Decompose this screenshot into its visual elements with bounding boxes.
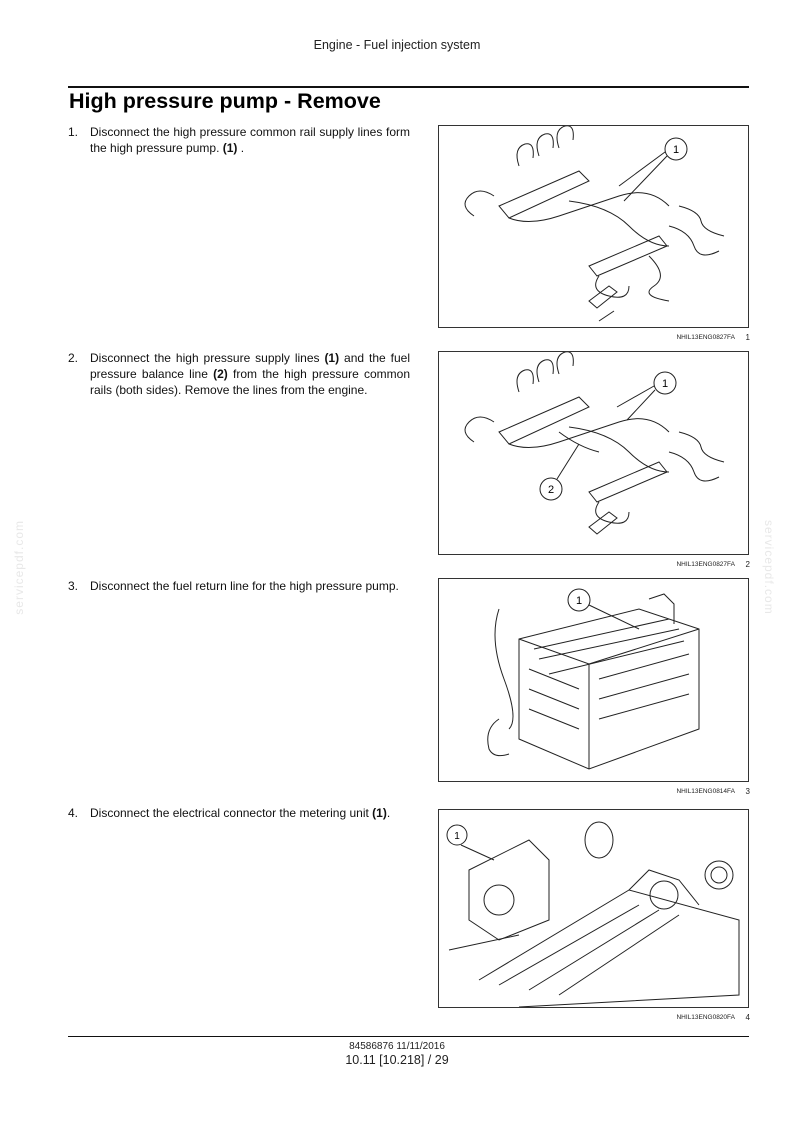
figure-code: NHIL13ENG0827FA bbox=[676, 334, 735, 341]
step-number: 3. bbox=[68, 579, 79, 593]
step-3 bbox=[68, 578, 410, 594]
callout-ref: (2) bbox=[213, 367, 228, 381]
figure-code: NHIL13ENG0827FA bbox=[676, 561, 735, 568]
callout-ref: (1) bbox=[222, 141, 238, 155]
figure-4-metering-unit-illustration bbox=[438, 809, 749, 1008]
figure-number: 4 bbox=[745, 1013, 750, 1022]
figure-number: 2 bbox=[745, 560, 750, 569]
figure-1-fuel-lines-illustration bbox=[438, 125, 749, 328]
footer-rule bbox=[68, 1036, 749, 1037]
step-2 bbox=[68, 350, 410, 398]
callout-label: 1 bbox=[661, 378, 669, 390]
step-text: Disconnect the electrical connector the metering unit (1). bbox=[90, 806, 391, 820]
step-text: Disconnect the high pressure common rail supply lines form the high pressure pump. (1) . bbox=[90, 125, 410, 155]
step-1 bbox=[68, 124, 410, 156]
figure-2-caption bbox=[438, 561, 752, 575]
callout-label: 1 bbox=[672, 144, 680, 156]
figure-number: 3 bbox=[745, 787, 750, 796]
figure-2-fuel-lines-illustration bbox=[438, 351, 749, 555]
footer-doc-ref: 84586876 11/11/2016 bbox=[349, 1041, 445, 1052]
figure-4-caption bbox=[438, 1014, 752, 1028]
step-number: 1. bbox=[68, 125, 79, 139]
figure-number: 1 bbox=[745, 333, 750, 342]
watermark-left: servicepdf.com bbox=[12, 520, 26, 615]
callout-label: 1 bbox=[575, 595, 583, 607]
figure-code: NHIL13ENG0820FA bbox=[676, 1014, 735, 1021]
fuel-lines-drawing bbox=[439, 352, 748, 554]
step-4 bbox=[68, 805, 410, 821]
footer-page-number: 10.11 [10.218] / 29 bbox=[345, 1053, 449, 1067]
figure-1-caption bbox=[438, 334, 752, 348]
callout-label: 1 bbox=[454, 831, 460, 842]
fuel-lines-drawing bbox=[439, 126, 748, 327]
page-title: High pressure pump - Remove bbox=[69, 89, 381, 113]
figure-3-caption bbox=[438, 788, 752, 802]
engine-drawing bbox=[439, 579, 748, 781]
figure-3-engine-illustration bbox=[438, 578, 749, 782]
header-rule bbox=[68, 86, 749, 88]
figure-code: NHIL13ENG0814FA bbox=[676, 788, 735, 795]
watermark-right: servicepdf.com bbox=[762, 520, 776, 615]
step-text: Disconnect the fuel return line for the high pressure pump. bbox=[90, 579, 399, 593]
running-header: Engine - Fuel injection system bbox=[313, 38, 481, 52]
callout-ref: (1) bbox=[372, 806, 387, 820]
step-text: Disconnect the high pressure supply lines (1) and the fuel pressure balance line (2) from the high pressure common rails (both sides). Remove the lines from the engine. bbox=[90, 351, 410, 397]
callout-ref: (1) bbox=[324, 351, 340, 365]
callout-label: 2 bbox=[547, 484, 555, 496]
step-number: 4. bbox=[68, 806, 79, 820]
step-number: 2. bbox=[68, 351, 79, 365]
pump-drawing bbox=[439, 810, 748, 1007]
